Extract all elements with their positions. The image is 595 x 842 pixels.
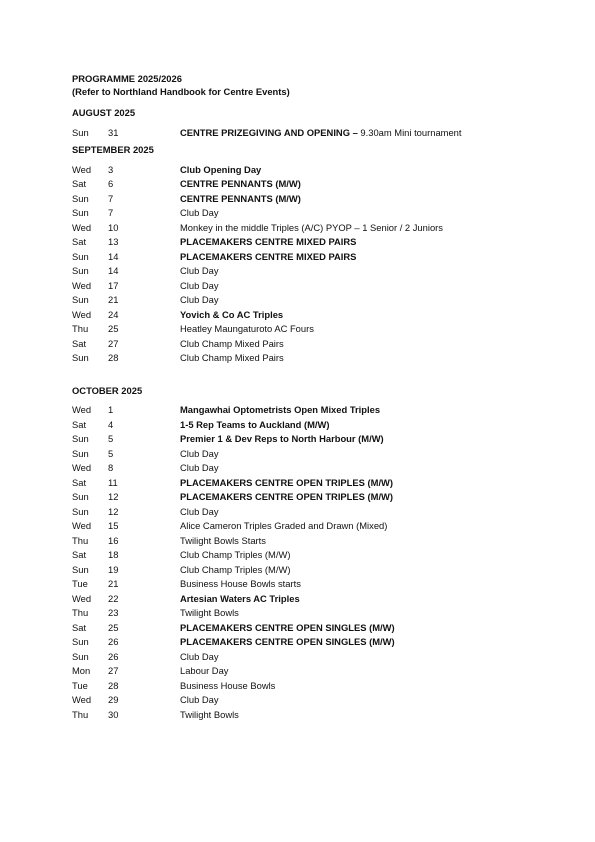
schedule-row: [72, 693, 552, 708]
schedule-row: [72, 221, 552, 236]
schedule-event: [180, 293, 552, 308]
schedule-date: 27: [108, 665, 119, 676]
schedule-row: [72, 461, 552, 476]
schedule-day: Sat: [72, 178, 87, 189]
schedule-event: [180, 250, 552, 265]
schedule-day: Wed: [72, 694, 92, 705]
schedule-day: Wed: [72, 163, 92, 175]
schedule-date: 11: [108, 476, 118, 488]
schedule-day: Wed: [72, 462, 92, 473]
schedule-event: [180, 577, 552, 592]
event-bold-text: Yovich & Co AC Triples: [180, 308, 284, 320]
schedule-date: 17: [108, 279, 119, 291]
schedule-row: [72, 250, 552, 265]
schedule-day: Mon: [72, 665, 91, 676]
schedule-date: 13: [108, 236, 119, 247]
schedule-event: [180, 635, 552, 650]
schedule-day: Thu: [72, 323, 89, 334]
schedule-row: [72, 279, 552, 294]
schedule-row: [72, 403, 552, 418]
schedule-row: [72, 163, 552, 178]
schedule-row: [72, 206, 552, 221]
schedule-day: Thu: [72, 534, 89, 546]
event-text: Club Day: [180, 694, 219, 705]
schedule-event: [180, 177, 552, 192]
schedule-date: 21: [108, 294, 119, 305]
schedule-date: 25: [108, 621, 119, 633]
schedule-row: [72, 490, 552, 505]
event-text: Club Day: [180, 447, 219, 459]
month-section: [72, 106, 552, 140]
schedule-row: [72, 235, 552, 250]
schedule-day: Wed: [72, 404, 92, 415]
schedule-event: [180, 322, 552, 337]
schedule-date: 29: [108, 694, 119, 705]
schedule-date: 5: [108, 447, 114, 459]
programme-page: [72, 72, 552, 722]
schedule-event: [180, 693, 552, 708]
schedule-event: [180, 235, 552, 250]
schedule-row: [72, 264, 552, 279]
event-bold-text: CENTRE PENNANTS (M/W): [180, 178, 301, 189]
event-bold-text: 1-5 Rep Teams to Auckland (M/W): [180, 418, 330, 430]
event-text: Twilight Bowls: [180, 708, 239, 720]
schedule-event: [180, 126, 552, 141]
event-text: Club Day: [180, 505, 219, 517]
schedule-row: [72, 322, 552, 337]
schedule-date: 28: [108, 352, 119, 363]
schedule-date: 7: [108, 192, 114, 204]
schedule-day: Sun: [72, 207, 89, 218]
schedule-row: [72, 337, 552, 352]
schedule-date: 27: [108, 337, 119, 349]
schedule-event: [180, 337, 552, 352]
page-title: PROGRAMME 2025/2026: [72, 73, 182, 84]
schedule-row: [72, 192, 552, 207]
schedule-event: [180, 534, 552, 549]
schedule-event: [180, 606, 552, 621]
schedule-date: 7: [108, 207, 114, 218]
schedule-day: Tue: [72, 578, 88, 589]
schedule-day: Sun: [72, 250, 89, 262]
event-text: Club Day: [180, 650, 219, 662]
schedule-event: [180, 403, 552, 418]
month-heading: OCTOBER 2025: [72, 384, 143, 396]
schedule-day: Sat: [72, 236, 87, 247]
schedule-event: [180, 548, 552, 563]
schedule-day: Sun: [72, 294, 89, 305]
schedule-event: [180, 279, 552, 294]
schedule-day: Sun: [72, 636, 89, 647]
event-bold-text: PLACEMAKERS CENTRE OPEN TRIPLES (M/W): [180, 476, 394, 488]
schedule-event: [180, 679, 552, 694]
schedule-day: Sun: [72, 563, 89, 575]
schedule-date: 30: [108, 708, 119, 720]
schedule-date: 14: [108, 250, 119, 262]
schedule-row: [72, 592, 552, 607]
schedule-day: Sun: [72, 265, 89, 276]
schedule-date: 26: [108, 636, 119, 647]
schedule-row: [72, 418, 552, 433]
schedule-event: [180, 519, 552, 534]
schedule-row: [72, 679, 552, 694]
schedule-date: 14: [108, 265, 119, 276]
schedule-date: 28: [108, 679, 119, 691]
schedule-event: [180, 308, 552, 323]
schedule-row: [72, 577, 552, 592]
schedule-day: Wed: [72, 592, 92, 604]
event-bold-text: Premier 1 & Dev Reps to North Harbour (M/W): [180, 433, 384, 444]
schedule-day: Thu: [72, 607, 89, 618]
event-text: Club Day: [180, 294, 219, 305]
schedule-date: 26: [108, 650, 119, 662]
month-section: [72, 384, 552, 723]
schedule-date: 6: [108, 178, 114, 189]
event-text: 9.30am Mini tournament: [360, 126, 462, 138]
schedule-event: [180, 351, 552, 366]
schedule-day: Sat: [72, 418, 87, 430]
schedule-day: Sat: [72, 549, 87, 560]
schedule-date: 5: [108, 433, 114, 444]
schedule-date: 18: [108, 549, 119, 560]
schedule-event: [180, 621, 552, 636]
schedule-event: [180, 432, 552, 447]
schedule-row: [72, 126, 552, 141]
schedule-day: Sun: [72, 505, 89, 517]
schedule-event: [180, 447, 552, 462]
event-text: Business House Bowls starts: [180, 578, 301, 589]
event-text: Twilight Bowls: [180, 607, 239, 618]
schedule-date: 12: [108, 491, 119, 502]
schedule-event: [180, 490, 552, 505]
event-bold-text: CENTRE PRIZEGIVING AND OPENING –: [180, 126, 361, 138]
schedule-row: [72, 606, 552, 621]
schedule-date: 21: [108, 578, 119, 589]
schedule-day: Sun: [72, 650, 89, 662]
schedule-date: 25: [108, 323, 119, 334]
schedule-row: [72, 650, 552, 665]
schedule-day: Wed: [72, 221, 92, 233]
programme-sections: [72, 106, 552, 722]
schedule-date: 3: [108, 163, 114, 175]
schedule-date: 8: [108, 462, 114, 473]
event-bold-text: PLACEMAKERS CENTRE OPEN SINGLES (M/W): [180, 636, 395, 647]
schedule-event: [180, 221, 552, 236]
schedule-date: 12: [108, 505, 119, 517]
schedule-day: Tue: [72, 679, 88, 691]
schedule-row: [72, 519, 552, 534]
schedule-event: [180, 163, 552, 178]
schedule-day: Sat: [72, 621, 87, 633]
schedule-date: 4: [108, 418, 114, 430]
schedule-row: [72, 708, 552, 723]
schedule-row: [72, 432, 552, 447]
schedule-date: 1: [108, 404, 114, 415]
schedule-event: [180, 563, 552, 578]
schedule-date: 19: [108, 563, 119, 575]
schedule-event: [180, 206, 552, 221]
schedule-date: 15: [108, 520, 119, 531]
event-text: Business House Bowls: [180, 679, 276, 691]
schedule-row: [72, 635, 552, 650]
schedule-day: Sun: [72, 126, 89, 138]
event-bold-text: PLACEMAKERS CENTRE OPEN SINGLES (M/W): [180, 621, 395, 633]
event-text: Labour Day: [180, 665, 229, 676]
schedule-day: Thu: [72, 708, 89, 720]
schedule-event: [180, 505, 552, 520]
schedule-date: 16: [108, 534, 119, 546]
event-text: Club Day: [180, 207, 219, 218]
schedule-row: [72, 293, 552, 308]
event-text: Club Champ Mixed Pairs: [180, 352, 284, 363]
event-bold-text: PLACEMAKERS CENTRE MIXED PAIRS: [180, 250, 357, 262]
schedule-day: Wed: [72, 308, 92, 320]
schedule-row: [72, 548, 552, 563]
month-heading: AUGUST 2025: [72, 107, 136, 118]
schedule-row: [72, 534, 552, 549]
event-text: Club Champ Triples (M/W): [180, 549, 291, 560]
event-text: Heatley Maungaturoto AC Fours: [180, 323, 314, 334]
event-text: Club Day: [180, 279, 219, 291]
event-bold-text: PLACEMAKERS CENTRE OPEN TRIPLES (M/W): [180, 491, 394, 502]
event-text: Alice Cameron Triples Graded and Drawn (Mixed): [180, 520, 388, 531]
schedule-event: [180, 418, 552, 433]
month-section: [72, 143, 552, 366]
schedule-row: [72, 664, 552, 679]
schedule-date: 24: [108, 308, 119, 320]
schedule-row: [72, 308, 552, 323]
event-bold-text: Club Opening Day: [180, 163, 262, 175]
schedule-event: [180, 461, 552, 476]
schedule-day: Sat: [72, 476, 87, 488]
month-heading: SEPTEMBER 2025: [72, 144, 154, 155]
event-text: Twilight Bowls Starts: [180, 534, 266, 546]
event-text: Club Day: [180, 462, 219, 473]
event-bold-text: Mangawhai Optometrists Open Mixed Triples: [180, 404, 381, 415]
schedule-event: [180, 264, 552, 279]
schedule-row: [72, 351, 552, 366]
event-text: Club Champ Triples (M/W): [180, 563, 291, 575]
schedule-day: Sun: [72, 352, 89, 363]
schedule-event: [180, 650, 552, 665]
schedule-row: [72, 505, 552, 520]
schedule-row: [72, 476, 552, 491]
schedule-event: [180, 192, 552, 207]
schedule-day: Sat: [72, 337, 87, 349]
schedule-day: Sun: [72, 192, 89, 204]
schedule-date: 22: [108, 592, 119, 604]
schedule-day: Wed: [72, 520, 92, 531]
schedule-row: [72, 621, 552, 636]
schedule-day: Sun: [72, 447, 89, 459]
schedule-row: [72, 447, 552, 462]
event-text: Club Champ Mixed Pairs: [180, 337, 284, 349]
page-subtitle: (Refer to Northland Handbook for Centre Events): [72, 86, 290, 97]
schedule-event: [180, 592, 552, 607]
schedule-event: [180, 708, 552, 723]
schedule-day: Wed: [72, 279, 92, 291]
schedule-date: 10: [108, 221, 119, 233]
event-bold-text: CENTRE PENNANTS (M/W): [180, 192, 301, 204]
schedule-date: 31: [108, 126, 119, 138]
schedule-date: 23: [108, 607, 119, 618]
schedule-day: Sun: [72, 491, 89, 502]
schedule-row: [72, 177, 552, 192]
schedule-event: [180, 476, 552, 491]
schedule-event: [180, 664, 552, 679]
event-bold-text: Artesian Waters AC Triples: [180, 592, 300, 604]
event-text: Club Day: [180, 265, 219, 276]
event-text: Monkey in the middle Triples (A/C) PYOP – 1 Senior / 2 Juniors: [180, 221, 443, 233]
schedule-day: Sun: [72, 433, 89, 444]
event-bold-text: PLACEMAKERS CENTRE MIXED PAIRS: [180, 236, 357, 247]
schedule-row: [72, 563, 552, 578]
